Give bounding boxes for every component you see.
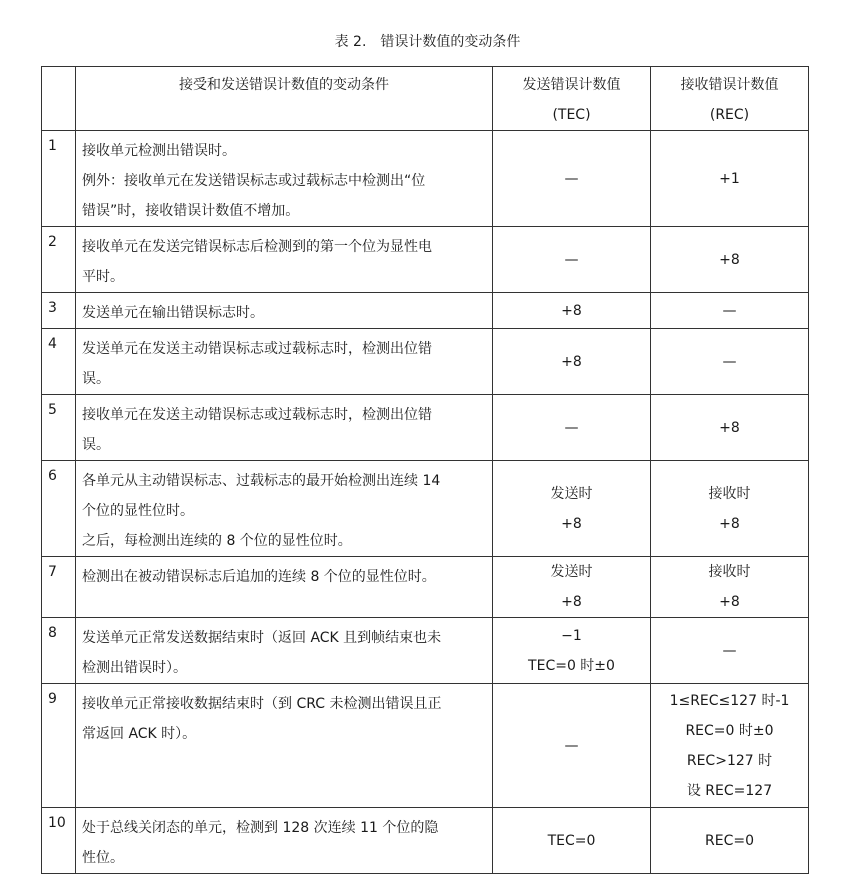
cell-line: TEC=0 [547,832,596,849]
cell-line: — [722,302,737,319]
cell-line: 检测出在被动错误标志后追加的连续 8 个位的显性位时。 [82,569,436,585]
cell-line: — [564,737,579,754]
tec-cell [493,684,651,808]
rec-cell [651,329,809,395]
header-condition: 接受和发送错误计数值的变动条件 [76,67,493,131]
cell-line: 性位。 [82,850,124,866]
tec-cell [493,329,651,395]
condition-cell [76,684,493,808]
cell-line: — [722,353,737,370]
cell-line: +8 [561,353,582,370]
cell-line: 检测出错误时）。 [82,660,187,676]
condition-cell [76,131,493,227]
tec-cell [493,618,651,684]
cell-line: +8 [719,515,740,532]
rec-cell [651,557,809,618]
row-number: 9 [42,684,76,808]
row-number: 8 [42,618,76,684]
table-row [42,808,809,874]
cell-line: REC=0 时±0 [685,722,774,739]
cell-line: 发送单元正常发送数据结束时（返回 ACK 且到帧结束也未 [82,630,442,646]
condition-cell [76,461,493,557]
header-rec: 接收错误计数值 (REC) [651,67,809,131]
cell-line: 发送时 [550,564,593,580]
cell-line: 发送时 [550,485,593,502]
cell-line: +8 [561,302,582,319]
row-number: 5 [42,395,76,461]
cell-line: 之后，每检测出连续的 8 个位的显性位时。 [82,533,352,549]
cell-line: +8 [719,251,740,268]
header-tec: 发送错误计数值 (TEC) [493,67,651,131]
cell-line: +8 [561,594,582,610]
rec-cell [651,684,809,808]
table-row [42,684,809,808]
cell-line: +8 [561,515,582,532]
rec-cell [651,131,809,227]
tec-cell [493,227,651,293]
cell-line: 发送单元在发送主动错误标志或过载标志时，检测出位错 [82,341,432,357]
cell-line: 个位的显性位时。 [82,503,194,519]
cell-line: 各单元从主动错误标志、过载标志的最开始检测出连续 14 [82,473,441,489]
rec-cell [651,293,809,329]
row-number: 2 [42,227,76,293]
cell-line: — [722,642,737,659]
cell-line: 接收时 [708,485,751,502]
cell-line: +1 [719,170,740,187]
table-caption [0,31,855,53]
condition-cell [76,227,493,293]
rec-cell [651,461,809,557]
table-row [42,227,809,293]
cell-line: — [564,251,579,268]
table-row [42,395,809,461]
cell-line: 平时。 [82,269,124,285]
cell-line: 接收时 [708,564,751,580]
table-row [42,618,809,684]
tec-cell [493,395,651,461]
tec-cell [493,461,651,557]
table-row [42,293,809,329]
cell-line: 例外：接收单元在发送错误标志或过载标志中检测出“位 [82,173,426,189]
rec-cell [651,395,809,461]
table-row [42,131,809,227]
cell-line: +8 [719,419,740,436]
tec-cell [493,557,651,618]
cell-line: 接收单元在发送完错误标志后检测到的第一个位为显性电 [82,239,432,255]
rec-cell [651,808,809,874]
cell-line: 接收单元正常接收数据结束时（到 CRC 未检测出错误且正 [82,696,442,712]
condition-cell [76,808,493,874]
tec-cell [493,808,651,874]
tec-cell [493,131,651,227]
cell-line: +8 [719,594,740,610]
header-row [42,67,809,131]
row-number: 1 [42,131,76,227]
row-number: 6 [42,461,76,557]
error-counter-table [41,66,809,874]
table-row [42,461,809,557]
row-number: 3 [42,293,76,329]
cell-line: 误。 [82,371,110,387]
cell-line: 接收单元检测出错误时。 [82,143,236,159]
rec-cell [651,227,809,293]
row-number: 10 [42,808,76,874]
cell-line: 常返回 ACK 时）。 [82,726,197,742]
cell-line: −1 [561,627,582,644]
cell-line: 1≤REC≤127 时-1 [669,692,790,709]
condition-cell [76,557,493,618]
header-number-cell [42,67,76,131]
cell-line: — [564,419,579,436]
cell-line: 误。 [82,437,110,453]
cell-line: REC>127 时 [686,752,773,769]
rec-cell [651,618,809,684]
row-number: 4 [42,329,76,395]
table-row [42,329,809,395]
cell-line: REC=0 [705,832,754,849]
tec-cell [493,293,651,329]
cell-line: — [564,170,579,187]
cell-line: 发送单元在输出错误标志时。 [82,305,264,321]
table-title: 错误计数值的变动条件 [380,34,521,50]
table-number: 表 2. [334,34,367,50]
table-row [42,557,809,618]
table-body [42,131,809,874]
row-number: 7 [42,557,76,618]
condition-cell [76,293,493,329]
cell-line: 接收单元在发送主动错误标志或过载标志时，检测出位错 [82,407,432,423]
cell-line: 设 REC=127 [686,782,773,799]
condition-cell [76,618,493,684]
cell-line: 错误”时，接收错误计数值不增加。 [82,203,300,219]
condition-cell [76,395,493,461]
cell-line: 处于总线关闭态的单元，检测到 128 次连续 11 个位的隐 [82,820,439,836]
condition-cell [76,329,493,395]
cell-line: TEC=0 时±0 [528,657,615,674]
